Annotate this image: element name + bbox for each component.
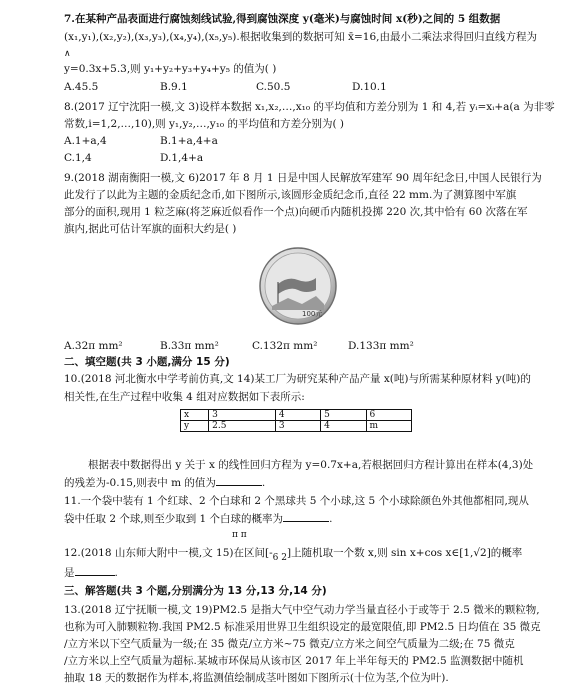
q13-line4: /立方米以上空气质量为超标.某城市环保局从该市区 2017 年上半年每天的 PM2.5 监测数据中随机 <box>64 655 524 667</box>
q13-line3: /立方米以下空气质量为一级;在 35 微克/立方米~75 微克/立方米之间空气质量为二级;在 75 微克 <box>64 638 515 650</box>
table-cell: m <box>366 421 412 432</box>
q10-line3: 根据表中数据得出 y 关于 x 的线性回归方程为 y=0.7x+a,若根据回归方程计算出在样本(4,3)处 <box>88 459 534 471</box>
q8-options-ab <box>64 134 544 148</box>
q9-line4: 旗内,据此可估计军旗的面积大约是( ) <box>64 223 237 235</box>
q8-option-b: B.1+a,4+a <box>160 135 218 147</box>
q11-answer-blank[interactable] <box>283 511 329 522</box>
q8-line1: 8.(2017 辽宁沈阳一模,文 3)设样本数据 x₁,x₂,…,x₁₀ 的平均值和方差分别为 1 和 4,若 yᵢ=xᵢ+a(a 为非零 <box>64 101 555 113</box>
table-cell: 4 <box>321 421 366 432</box>
q12-fraction-denominators: 6 2 <box>272 553 287 563</box>
q12-interval-close: ] <box>286 547 292 559</box>
q9-line2: 此发行了以此为主题的金质纪念币,如下图所示,该圆形金质纪念币,直径 22 mm.为了测算图中军旗 <box>64 189 517 201</box>
section-3-heading: 三、解答题(共 3 个题,分别满分为 13 分,13 分,14 分) <box>64 585 327 597</box>
table-cell: y <box>181 421 209 432</box>
q7-option-c: C.50.5 <box>256 81 291 93</box>
section-2-heading: 二、填空题(共 3 小题,满分 15 分) <box>64 356 230 368</box>
q7-option-b: B.9.1 <box>160 81 188 93</box>
table-cell: 2.5 <box>209 421 276 432</box>
q8-options-cd <box>64 151 544 165</box>
q12-line1: 12.(2018 山东师大附中一模,文 15)在区间[-6 2]上随机取一个数 x,则 sin x+cos x∈[1,√2]的概率 <box>64 547 523 563</box>
q7-line2: (x₁,y₁),(x₂,y₂),(x₃,y₃),(x₄,y₄),(x₅,y₅).根据收集到的数据可知 x̄=16,由最小二乘法求得回归直线方程为 <box>64 31 537 43</box>
q7-line1: 7.在某种产品表面进行腐蚀刻线试验,得到腐蚀深度 y(毫米)与腐蚀时间 x(秒)之间的 5 组数据 <box>64 13 501 25</box>
q8-option-a: A.1+a,4 <box>64 135 107 147</box>
table-cell: 3 <box>275 421 320 432</box>
q9-option-c: C.132π mm² <box>252 340 318 352</box>
q12-fraction-numerators: π π <box>232 530 247 540</box>
q7-option-a: A.45.5 <box>64 81 99 93</box>
q9-option-a: A.32π mm² <box>64 340 123 352</box>
q10-line4: 的残差为-0.15,则表中 m 的值为 . <box>64 477 266 489</box>
data-table <box>180 409 412 432</box>
table-row <box>181 410 412 421</box>
q7-line3: y=0.3x+5.3,则 y₁+y₂+y₃+y₄+y₅ 的值为( ) <box>64 63 277 75</box>
q7-hat: ∧ <box>64 49 71 59</box>
q8-line2: 常数,i=1,2,…,10),则 y₁,y₂,…,y₁₀ 的平均值和方差分别为( ) <box>64 118 345 130</box>
q8-option-d: D.1,4+a <box>160 152 204 164</box>
q9-option-d: D.133π mm² <box>348 340 414 352</box>
commemorative-coin-image <box>258 246 338 326</box>
q7-option-d: D.10.1 <box>352 81 387 93</box>
q11-line2: 袋中任取 2 个球,则至少取到 1 个白球的概率为 . <box>64 513 333 525</box>
table-row <box>181 421 412 432</box>
q12-interval-open: [- <box>265 547 273 559</box>
table-cell: 3 <box>209 410 276 421</box>
table-cell: x <box>181 410 209 421</box>
q9-line3: 部分的面积,现用 1 粒芝麻(将芝麻近似看作一个点)向硬币内随机投掷 220 次,其中恰有 60 次落在军 <box>64 206 528 218</box>
q9-options <box>64 339 544 353</box>
q8-option-c: C.1,4 <box>64 152 92 164</box>
table-cell: 5 <box>321 410 366 421</box>
coin-value-label: 100元 <box>302 310 323 318</box>
q13-line2: 也称为可入肺颗粒物.我国 PM2.5 标准采用世界卫生组织设定的最宽限值,即 PM2.5 日均值在 35 微克 <box>64 621 541 633</box>
q13-line1: 13.(2018 辽宁抚顺一模,文 19)PM2.5 是指大气中空气动力学当量直径小于或等于 2.5 微米的颗粒物, <box>64 604 540 616</box>
q12-answer-blank[interactable] <box>75 565 115 576</box>
table-cell: 4 <box>275 410 320 421</box>
table-cell: 6 <box>366 410 412 421</box>
q12-line2: 是 . <box>64 567 118 579</box>
q9-line1: 9.(2018 湖南衡阳一模,文 6)2017 年 8 月 1 日是中国人民解放军建军 90 周年纪念日,中国人民银行为 <box>64 172 542 184</box>
q10-line1: 10.(2018 河北衡水中学考前仿真,文 14)某工厂为研究某种产品产量 x(吨)与所需某种原材料 y(吨)的 <box>64 373 531 385</box>
q7-options <box>64 80 544 94</box>
q10-answer-blank[interactable] <box>216 475 262 486</box>
q10-line2: 相关性,在生产过程中收集 4 组对应数据如下表所示: <box>64 391 305 403</box>
q11-line1: 11.一个袋中装有 1 个红球、2 个白球和 2 个黑球共 5 个小球,这 5 个小球除颜色外其他都相同,现从 <box>64 495 529 507</box>
q9-option-b: B.33π mm² <box>160 340 219 352</box>
q13-line5: 抽取 18 天的数据作为样本,将监测值绘制成茎叶图如下图所示(十位为茎,个位为叶). <box>64 672 449 684</box>
